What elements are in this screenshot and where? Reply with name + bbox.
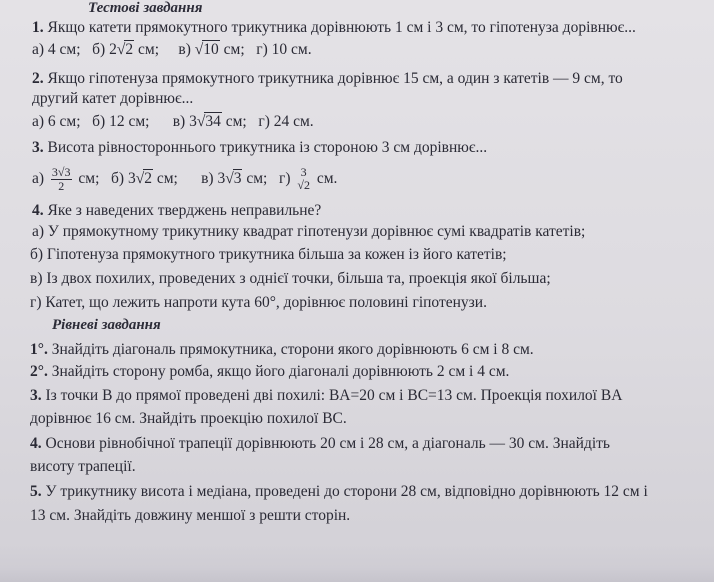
q4-option-b: б) Гіпотенуза прямокутного трикутника більша за кожен із його катетів; xyxy=(30,246,507,263)
question-1-text: Якщо катети прямокутного трикутника дорівнюють 1 см і 3 см, то гіпотенуза дорівнює... xyxy=(43,19,636,36)
q2-option-a: а) 6 см; xyxy=(32,113,81,130)
task-3-number: 3. xyxy=(30,387,42,404)
test-tasks-heading: Тестові завдання xyxy=(88,0,203,16)
task-3 xyxy=(30,386,708,405)
q3-option-b: б) 3√2 см; xyxy=(111,170,178,187)
question-3-text: Висота рівностороннього трикутника із стороною 3 см дорівнює... xyxy=(43,139,488,156)
q1-option-b: б) 2√2 см; xyxy=(92,41,159,58)
task-4-continued: висоту трапеції. xyxy=(30,458,136,475)
question-1-options xyxy=(32,40,708,59)
q1-option-c: в) √10 см; xyxy=(178,41,245,58)
question-2-number: 2. xyxy=(32,70,44,87)
question-3-options xyxy=(32,164,708,196)
q4-option-c: в) Із двох похилих, проведених з однієї точки, більша та, проекція якої більша; xyxy=(30,270,551,287)
task-2-number: 2°. xyxy=(30,363,48,380)
question-2-text-1: Якщо гіпотенуза прямокутного трикутника дорівнює 15 см, а один з катетів — 9 см, то xyxy=(43,70,623,87)
task-3-continued: дорівнює 16 см. Знайдіть проекцію похилої BC. xyxy=(30,410,347,427)
q4-option-a: а) У прямокутному трикутнику квадрат гіпотенузи дорівнює сумі квадратів катетів; xyxy=(32,223,586,240)
task-4-number: 4. xyxy=(30,435,42,452)
question-2 xyxy=(32,69,708,88)
question-2-options xyxy=(32,112,708,131)
q1-option-a: а) 4 см; xyxy=(32,41,81,58)
task-5-continued: 13 см. Знайдіть довжину меншої з решти сторін. xyxy=(30,507,351,524)
task-1-number: 1°. xyxy=(30,341,48,358)
q2-option-d: г) 24 см. xyxy=(258,113,314,130)
page-bottom-shadow xyxy=(0,546,714,582)
q3-option-a: а) $\frac{3√3}{2}$ см; xyxy=(32,164,100,193)
question-3 xyxy=(32,138,708,157)
q2-option-c: в) 3√34 см; xyxy=(172,113,247,130)
q1-option-d: г) 10 см. xyxy=(256,41,312,58)
q3-option-c: в) 3√3 см; xyxy=(201,170,268,187)
question-1-number: 1. xyxy=(32,19,44,36)
task-4 xyxy=(30,434,708,453)
task-5-text-1: У трикутнику висота і медіана, проведені до сторони 28 см, відповідно дорівнюють 12 см і xyxy=(41,483,648,500)
q4-option-d: г) Катет, що лежить напроти кута 60°, дорівнює половині гіпотенузи. xyxy=(30,294,487,311)
q3-option-d: г) 3 √2 см. xyxy=(278,165,338,193)
question-4-number: 4. xyxy=(32,202,44,219)
question-4-text: Яке з наведених тверджень неправильне? xyxy=(43,202,322,219)
question-2-continued: другий катет дорівнює... xyxy=(32,90,194,107)
task-2-text: Знайдіть сторону ромба, якщо його діагоналі дорівнюють 2 см і 4 см. xyxy=(47,363,510,380)
task-2 xyxy=(30,362,708,381)
level-tasks-heading: Рівневі завдання xyxy=(52,317,161,333)
question-4 xyxy=(32,201,708,220)
question-1 xyxy=(32,18,708,37)
q2-option-b: б) 12 см; xyxy=(92,113,150,130)
task-5 xyxy=(30,482,708,501)
task-1-text: Знайдіть діагональ прямокутника, сторони якого дорівнюють 6 см і 8 см. xyxy=(47,341,534,358)
task-3-text-1: Із точки B до прямої проведені дві похилі: BA=20 см і BC=13 см. Проекція похилої BA xyxy=(41,387,623,404)
question-3-number: 3. xyxy=(32,139,44,156)
task-1 xyxy=(30,340,708,359)
task-5-number: 5. xyxy=(30,483,42,500)
task-4-text-1: Основи рівнобічної трапеції дорівнюють 20 см і 28 см, а діагональ — 30 см. Знайдіть xyxy=(41,435,610,452)
